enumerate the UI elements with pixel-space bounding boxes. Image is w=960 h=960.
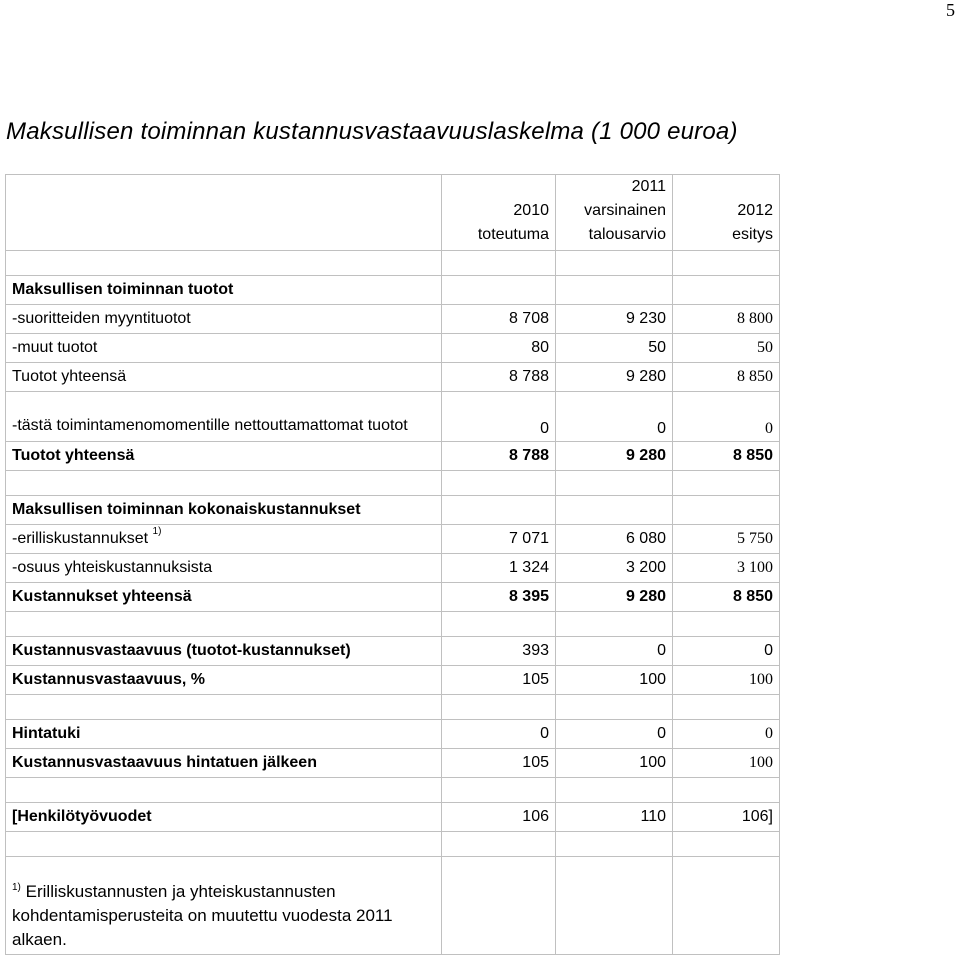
footnote-marker: 1) [12,882,21,893]
value-2012: 0 [673,392,780,442]
table-row [6,276,780,305]
header-empty-cell [6,175,442,251]
row-label: Kustannusvastaavuus hintatuen jälkeen [6,749,442,778]
header-2012-year: 2012 [737,202,773,219]
header-2011-year: 2011 [631,178,666,195]
footnote-row [6,857,780,955]
value-2011: 110 [556,803,673,832]
row-label-text: -erilliskustannukset [12,530,149,547]
header-2011-label-1: varsinainen [584,202,666,219]
row-label: Tuotot yhteensä [6,363,442,392]
value-2010: 8 788 [442,442,556,471]
value-2010: 8 708 [442,305,556,334]
row-label [6,525,442,554]
table-row [6,803,780,832]
table-row [6,666,780,695]
value-2010: 105 [442,749,556,778]
header-2010-label: toteutuma [477,226,549,243]
row-label: Kustannusvastaavuus (tuotot-kustannukset) [6,637,442,666]
row-label: Kustannukset yhteensä [6,583,442,612]
value-2011: 9 230 [556,305,673,334]
value-2012: 0 [673,720,780,749]
value-2012: 8 800 [673,305,780,334]
value-2010: 105 [442,666,556,695]
header-2010-year: 2010 [513,202,549,219]
spacer-row [6,695,780,720]
page-number: 5 [946,0,955,20]
value-2012: 100 [673,666,780,695]
table-row [6,305,780,334]
value-2010: 7 071 [442,525,556,554]
table-row [6,583,780,612]
header-2011 [556,175,673,251]
value-2010: 8 788 [442,363,556,392]
value-2012: 8 850 [673,583,780,612]
value-2011: 100 [556,666,673,695]
value-2010: 393 [442,637,556,666]
table-row [6,749,780,778]
value-2010: 80 [442,334,556,363]
cost-coverage-table [5,174,780,955]
row-label: Hintatuki [6,720,442,749]
spacer-row [6,832,780,857]
value-2010: 1 324 [442,554,556,583]
spacer-row [6,251,780,276]
value-2012: 106] [673,803,780,832]
value-2012: 3 100 [673,554,780,583]
row-label: -suoritteiden myyntituotot [6,305,442,334]
row-label: Tuotot yhteensä [6,442,442,471]
value-2010: 8 395 [442,583,556,612]
value-2011: 3 200 [556,554,673,583]
footnote-text: Erilliskustannusten ja yhteiskustannusten kohdentamisperusteita on muutettu vuodesta 2011 alkaen. [12,882,393,949]
value-2010: 106 [442,803,556,832]
value-2012: 0 [673,637,780,666]
table-row [6,720,780,749]
header-2012 [673,175,780,251]
table-row [6,496,780,525]
row-label: -muut tuotot [6,334,442,363]
value-2011: 9 280 [556,583,673,612]
value-2012: 8 850 [673,363,780,392]
footnote [6,857,442,955]
value-2011: 50 [556,334,673,363]
value-2011: 6 080 [556,525,673,554]
row-label: Kustannusvastaavuus, % [6,666,442,695]
row-label: -tästä toimintamenomomentille nettouttamattomat tuotot [6,392,442,442]
value-2012: 50 [673,334,780,363]
header-2010 [442,175,556,251]
table-row [6,334,780,363]
value-2011: 0 [556,720,673,749]
value-2012: 100 [673,749,780,778]
table-row [6,637,780,666]
header-2011-label-2: talousarvio [588,226,666,243]
value-2011: 100 [556,749,673,778]
spacer-row [6,471,780,496]
row-label: -osuus yhteiskustannuksista [6,554,442,583]
table-row [6,392,780,442]
value-2012: 8 850 [673,442,780,471]
header-row [6,175,780,251]
value-2012: 5 750 [673,525,780,554]
value-2011: 0 [556,392,673,442]
table-row [6,554,780,583]
spacer-row [6,612,780,637]
table-row [6,363,780,392]
row-label: [Henkilötyövuodet [6,803,442,832]
footnote-marker: 1) [152,526,162,537]
value-2010: 0 [442,392,556,442]
value-2011: 0 [556,637,673,666]
section-heading: Maksullisen toiminnan tuotot [6,276,442,305]
page-title: Maksullisen toiminnan kustannusvastaavuuslaskelma (1 000 euroa) [6,118,738,145]
table-row [6,525,780,554]
table-row [6,442,780,471]
section-heading: Maksullisen toiminnan kokonaiskustannukset [6,496,442,525]
spacer-row [6,778,780,803]
value-2011: 9 280 [556,363,673,392]
value-2011: 9 280 [556,442,673,471]
value-2010: 0 [442,720,556,749]
header-2012-label: esitys [732,226,773,243]
